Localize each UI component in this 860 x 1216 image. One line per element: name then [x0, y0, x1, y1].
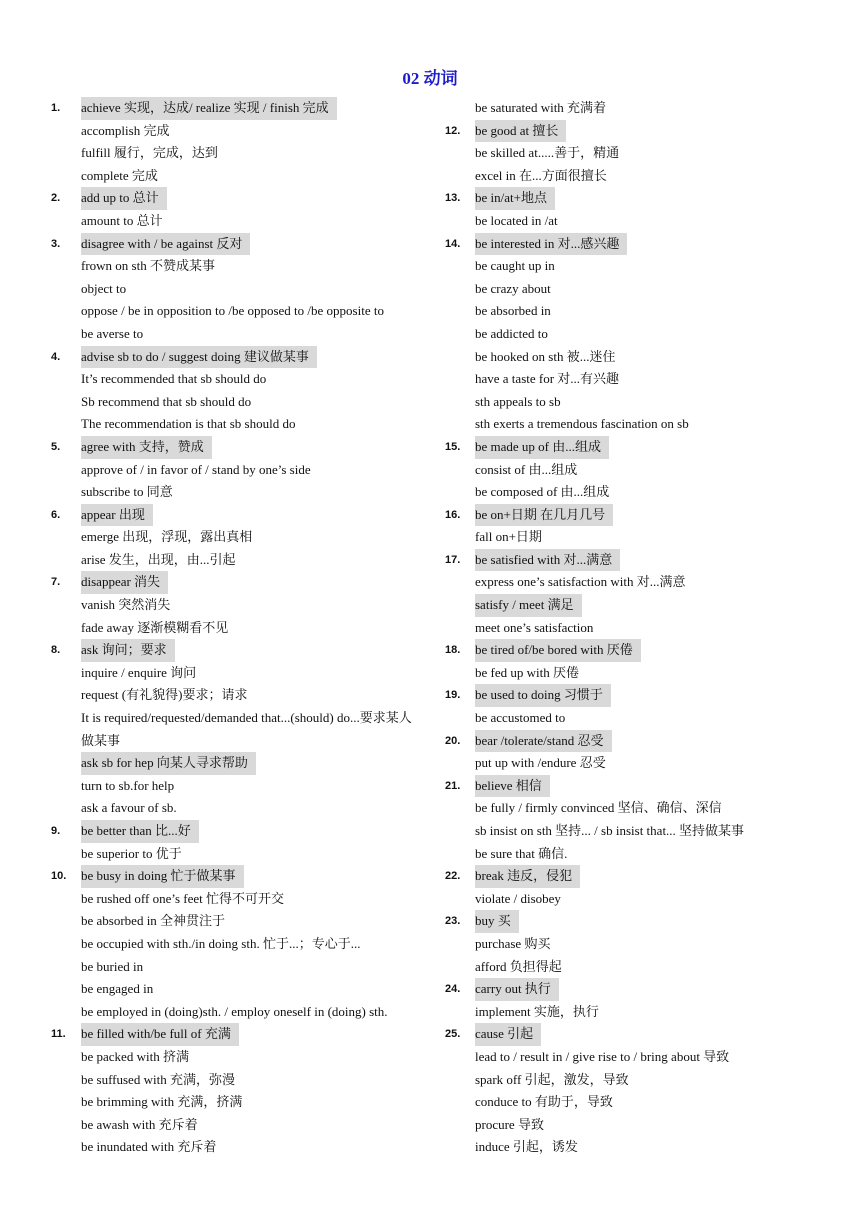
vocab-entry-heading [48, 97, 428, 120]
entry-text: The recommendation is that sb should do [81, 416, 296, 432]
entry-number: 15. [445, 440, 461, 453]
left-column [48, 97, 428, 1159]
entry-text: object to [81, 280, 127, 296]
entry-text: be employed in (doing)sth. / employ oneself in (doing) sth. [81, 1003, 388, 1019]
entry-text: oppose / be in opposition to /be opposed to /be opposite to [81, 303, 384, 319]
vocab-entry-heading [442, 910, 822, 933]
vocab-entry-line [48, 594, 428, 617]
entry-text: be averse to [81, 325, 144, 341]
vocab-entry-line [442, 413, 822, 436]
vocab-entry-line [442, 843, 822, 866]
entry-text: express one’s satisfaction with 对...满意 [475, 574, 686, 590]
vocab-entry-line [48, 797, 428, 820]
vocab-entry-heading [442, 504, 822, 527]
entry-text: be in/at+地点 [475, 187, 555, 210]
vocab-entry-line [48, 391, 428, 414]
entry-text: be suffused with 充满，弥漫 [81, 1071, 235, 1087]
entry-text: It is required/requested/demanded that...(should) do...要求某人 [81, 710, 412, 726]
entry-text: request (有礼貌得)要求；请求 [81, 687, 248, 703]
entry-number: 4. [51, 350, 61, 363]
entry-text: Sb recommend that sb should do [81, 393, 252, 409]
vocab-entry-line [48, 323, 428, 346]
entry-number: 14. [445, 237, 461, 250]
vocab-entry-line [442, 617, 822, 640]
entry-text: ask a favour of sb. [81, 800, 177, 816]
entry-text: be accustomed to [475, 710, 566, 726]
vocab-entry-heading [48, 187, 428, 210]
vocab-entry-heading [442, 730, 822, 753]
entry-text: be on+日期 在几月几号 [475, 504, 613, 527]
vocab-entry-line [48, 910, 428, 933]
vocab-entry-line [442, 1114, 822, 1137]
vocab-entry-line [442, 97, 822, 120]
entry-text: ask 询问；要求 [81, 639, 175, 662]
vocab-entry-line [48, 255, 428, 278]
entry-text: procure 导致 [475, 1116, 544, 1132]
vocab-entry-heading [48, 639, 428, 662]
vocab-entry-line [48, 1114, 428, 1137]
entry-text: consist of 由...组成 [475, 461, 578, 477]
vocab-entry-heading [442, 1023, 822, 1046]
entry-text: purchase 购买 [475, 935, 551, 951]
vocab-entry-heading [48, 571, 428, 594]
entry-number: 11. [51, 1028, 66, 1041]
entry-text: be inundated with 充斥着 [81, 1139, 217, 1155]
entry-number: 16. [445, 508, 461, 521]
entry-number: 24. [445, 983, 461, 996]
vocab-entry-line [442, 1091, 822, 1114]
vocab-entry-line [48, 413, 428, 436]
vocab-entry-heading [48, 1023, 428, 1046]
entry-text: sth exerts a tremendous fascination on sb [475, 416, 689, 432]
vocab-entry-line [48, 549, 428, 572]
entry-text: 做某事 [81, 732, 121, 748]
vocab-entry-heading [442, 436, 822, 459]
entry-text: It’s recommended that sb should do [81, 371, 267, 387]
vocab-entry-line [48, 165, 428, 188]
entry-text: be crazy about [475, 280, 551, 296]
vocab-entry-line [442, 300, 822, 323]
vocab-entry-line [48, 956, 428, 979]
vocab-entry-heading [48, 346, 428, 369]
vocab-entry-line [442, 933, 822, 956]
entry-number: 20. [445, 734, 461, 747]
entry-text: violate / disobey [475, 890, 561, 906]
vocab-entry-line [48, 142, 428, 165]
entry-text: believe 相信 [475, 775, 550, 798]
entry-text: fall on+日期 [475, 529, 542, 545]
vocab-entry-line [442, 368, 822, 391]
vocab-entry-line [442, 752, 822, 775]
entry-text: frown on sth 不赞成某事 [81, 258, 215, 274]
entry-text: complete 完成 [81, 167, 158, 183]
vocab-entry-heading [442, 684, 822, 707]
vocab-entry-line [48, 752, 428, 775]
vocab-entry-line [442, 1001, 822, 1024]
entry-text: be awash with 充斥着 [81, 1116, 198, 1132]
entry-number: 6. [51, 508, 61, 521]
entry-number: 25. [445, 1028, 461, 1041]
vocab-entry-heading [48, 865, 428, 888]
entry-number: 21. [445, 779, 461, 792]
entry-number: 22. [445, 870, 461, 883]
entry-text: accomplish 完成 [81, 122, 170, 138]
vocab-entry-line [442, 1069, 822, 1092]
entry-text: be busy in doing 忙于做某事 [81, 865, 244, 888]
entry-text: sth appeals to sb [475, 393, 561, 409]
entry-text: be located in /at [475, 212, 558, 228]
entry-number: 23. [445, 915, 461, 928]
entry-number: 7. [51, 576, 61, 589]
entry-text: be brimming with 充满，挤满 [81, 1094, 243, 1110]
vocab-entry-line [442, 142, 822, 165]
entry-text: spark off 引起，激发，导致 [475, 1071, 629, 1087]
entry-text: be interested in 对...感兴趣 [475, 233, 627, 256]
entry-number: 10. [51, 870, 67, 883]
entry-text: disappear 消失 [81, 571, 168, 594]
entry-text: be sure that 确信. [475, 845, 568, 861]
entry-text: be buried in [81, 958, 144, 974]
entry-text: be rushed off one’s feet 忙得不可开交 [81, 890, 285, 906]
entry-text: fulfill 履行，完成，达到 [81, 145, 218, 161]
entry-text: arise 发生，出现，由...引起 [81, 551, 236, 567]
entry-text: implement 实施，执行 [475, 1003, 599, 1019]
entry-text: appear 出现 [81, 504, 153, 527]
vocab-entry-line [48, 843, 428, 866]
vocab-entry-line [442, 391, 822, 414]
vocab-entry-line [48, 617, 428, 640]
entry-text: be fully / firmly convinced 坚信、确信、深信 [475, 800, 722, 816]
entry-number: 17. [445, 553, 461, 566]
vocab-entry-line [48, 526, 428, 549]
vocab-entry-line [48, 888, 428, 911]
entry-text: be engaged in [81, 981, 154, 997]
entry-text: meet one’s satisfaction [475, 619, 594, 635]
vocab-entry-line [48, 1091, 428, 1114]
vocab-entry-line [442, 820, 822, 843]
entry-text: carry out 执行 [475, 978, 559, 1001]
vocab-entry-line [48, 684, 428, 707]
entry-number: 2. [51, 192, 61, 205]
vocab-entry-line [442, 255, 822, 278]
vocab-entry-line [442, 594, 822, 617]
entry-text: disagree with / be against 反对 [81, 233, 250, 256]
entry-text: agree with 支持，赞成 [81, 436, 212, 459]
vocab-entry-line [48, 1136, 428, 1159]
vocab-entry-heading [48, 820, 428, 843]
entry-text: be made up of 由...组成 [475, 436, 609, 459]
entry-number: 13. [445, 192, 461, 205]
entry-text: be fed up with 厌倦 [475, 664, 579, 680]
entry-number: 9. [51, 825, 61, 837]
entry-number: 18. [445, 644, 461, 657]
entry-text: conduce to 有助于，导致 [475, 1094, 613, 1110]
entry-text: turn to sb.for help [81, 777, 175, 793]
vocab-entry-heading [48, 436, 428, 459]
entry-text: satisfy / meet 满足 [475, 594, 582, 617]
entry-text: be absorbed in [475, 303, 551, 319]
entry-text: be tired of/be bored with 厌倦 [475, 639, 641, 662]
entry-text: fade away 逐渐模糊看不见 [81, 619, 229, 635]
entry-text: afford 负担得起 [475, 958, 562, 974]
vocab-entry-line [442, 323, 822, 346]
entry-text: be filled with/be full of 充满 [81, 1023, 239, 1046]
entry-text: achieve 实现，达成/ realize 实现 / finish 完成 [81, 97, 337, 120]
vocab-entry-line [48, 730, 428, 753]
vocab-entry-heading [442, 865, 822, 888]
vocab-entry-line [442, 481, 822, 504]
vocab-entry-line [48, 1046, 428, 1069]
vocab-entry-line [48, 1001, 428, 1024]
vocab-entry-heading [442, 549, 822, 572]
entry-number: 19. [445, 689, 461, 702]
vocab-entry-line [48, 459, 428, 482]
vocab-entry-line [48, 662, 428, 685]
entry-text: lead to / result in / give rise to / bring about 导致 [475, 1048, 730, 1064]
vocab-entry-heading [442, 187, 822, 210]
vocab-entry-line [442, 459, 822, 482]
entry-text: be occupied with sth./in doing sth. 忙于...；专心于... [81, 935, 361, 951]
entry-text: be saturated with 充满着 [475, 100, 607, 115]
entry-text: be addicted to [475, 325, 548, 341]
entry-text: be used to doing 习惯于 [475, 684, 611, 707]
entry-text: cause 引起 [475, 1023, 541, 1046]
entry-text: be superior to 优于 [81, 845, 182, 861]
vocab-entry-line [48, 481, 428, 504]
entry-number: 3. [51, 237, 61, 250]
vocab-entry-line [442, 797, 822, 820]
vocab-entry-line [442, 165, 822, 188]
entry-text: buy 买 [475, 910, 519, 933]
entry-text: subscribe to 同意 [81, 484, 173, 500]
entry-text: break 违反，侵犯 [475, 865, 580, 888]
vocab-entry-line [442, 210, 822, 233]
entry-text: be hooked on sth 被...迷住 [475, 348, 616, 364]
page-title: 02 动词 [402, 69, 458, 88]
entry-text: excel in 在...方面很擅长 [475, 167, 607, 183]
entry-number: 8. [51, 644, 61, 657]
vocab-entry-heading [442, 120, 822, 143]
entry-number: 5. [51, 440, 61, 453]
entry-text: sb insist on sth 坚持... / sb insist that... 坚持做某事 [475, 823, 745, 838]
entry-text: bear /tolerate/stand 忍受 [475, 730, 612, 753]
vocab-entry-line [442, 707, 822, 730]
entry-text: induce 引起，诱发 [475, 1139, 578, 1155]
entry-number: 1. [51, 102, 61, 114]
entry-text: advise sb to do / suggest doing 建议做某事 [81, 346, 317, 369]
entry-text: vanish 突然消失 [81, 597, 171, 613]
vocab-entry-heading [442, 639, 822, 662]
entry-text: be good at 擅长 [475, 120, 566, 143]
vocab-entry-line [48, 707, 428, 730]
entry-text: be skilled at.....善于，精通 [475, 145, 620, 161]
entry-text: approve of / in favor of / stand by one’s side [81, 461, 311, 477]
entry-text: add up to 总计 [81, 187, 167, 210]
vocab-entry-heading [442, 775, 822, 798]
entry-text: be better than 比...好 [81, 820, 199, 843]
vocab-entry-heading [48, 233, 428, 256]
entry-text: put up with /endure 忍受 [475, 755, 606, 771]
vocab-entry-heading [442, 978, 822, 1001]
vocab-entry-line [442, 956, 822, 979]
entry-text: be caught up in [475, 258, 555, 274]
vocab-entry-line [48, 300, 428, 323]
right-column [442, 97, 822, 1159]
vocab-entry-line [442, 1136, 822, 1159]
vocab-entry-line [48, 1069, 428, 1092]
entry-text: be absorbed in 全神贯注于 [81, 913, 226, 929]
entry-text: be packed with 挤满 [81, 1048, 189, 1064]
vocab-entry-line [442, 888, 822, 911]
vocab-entry-line [442, 1046, 822, 1069]
vocab-entry-line [442, 346, 822, 369]
vocab-entry-line [48, 120, 428, 143]
vocab-entry-line [48, 933, 428, 956]
entry-text: be composed of 由...组成 [475, 484, 610, 500]
vocab-entry-line [48, 210, 428, 233]
entry-text: amount to 总计 [81, 212, 163, 228]
vocab-entry-line [442, 526, 822, 549]
vocab-entry-line [48, 775, 428, 798]
entry-text: have a taste for 对...有兴趣 [475, 371, 620, 387]
entry-text: inquire / enquire 询问 [81, 664, 197, 680]
entry-text: ask sb for hep 向某人寻求帮助 [81, 752, 256, 775]
entry-text: emerge 出现，浮现，露出真相 [81, 529, 253, 545]
entry-text: be satisfied with 对...满意 [475, 549, 620, 572]
vocab-entry-heading [48, 504, 428, 527]
vocab-entry-heading [442, 233, 822, 256]
vocab-entry-line [48, 278, 428, 301]
vocab-entry-line [442, 662, 822, 685]
vocab-entry-line [442, 278, 822, 301]
vocab-entry-line [442, 571, 822, 594]
vocab-entry-line [48, 368, 428, 391]
vocab-entry-line [48, 978, 428, 1001]
entry-number: 12. [445, 124, 461, 137]
